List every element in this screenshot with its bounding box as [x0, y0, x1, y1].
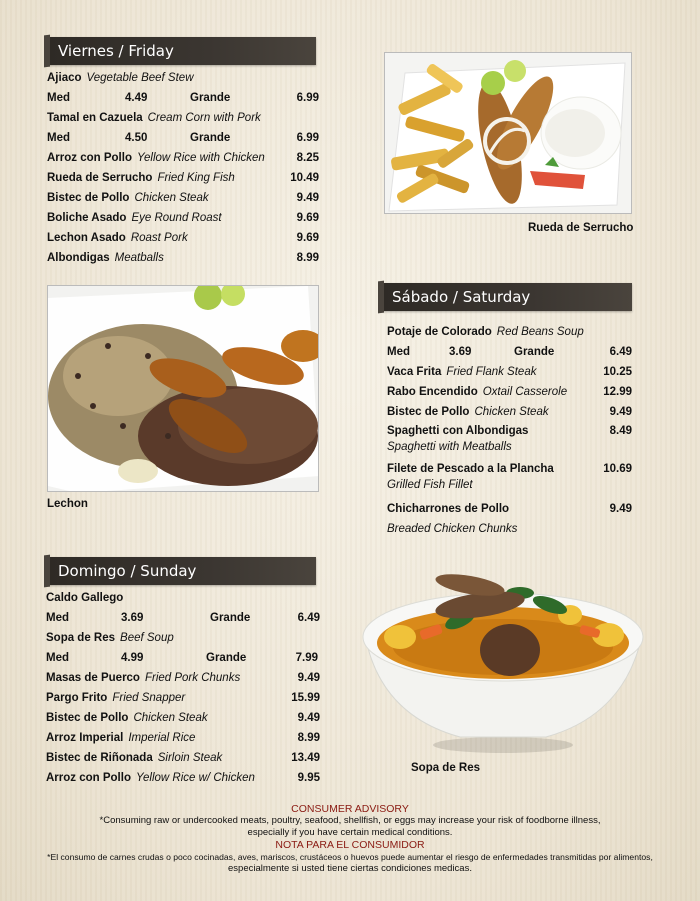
- menu-item: Boliche Asado Eye Round Roast 9.69: [47, 212, 319, 224]
- friday-title: Viernes / Friday: [58, 42, 174, 60]
- advisory-title-es: NOTA PARA EL CONSUMIDOR: [275, 839, 425, 851]
- menu-item: Bistec de Pollo Chicken Steak 9.49: [387, 406, 632, 418]
- menu-item: Arroz con Pollo Yellow Rice with Chicken 8.25: [47, 152, 319, 164]
- fish-photo: [384, 52, 632, 214]
- size-price-row: Med 4.49 Grande 6.99: [47, 92, 319, 104]
- menu-item: Rabo Encendido Oxtail Casserole 12.99: [387, 386, 632, 398]
- menu-item: Lechon Asado Roast Pork 9.69: [47, 232, 319, 244]
- advisory-text-es-1: *El consumo de carnes crudas o poco cocinadas, aves, mariscos, crustáceos o huevos puede aumentar el riesgo de enfermedades transmitidas por alimentos,: [47, 852, 653, 862]
- friday-menu: [47, 68, 319, 268]
- menu-item: Arroz con Pollo Yellow Rice w/ Chicken 9.95: [46, 772, 320, 784]
- menu-item-subtitle: Breaded Chicken Chunks: [387, 523, 518, 535]
- menu-item: Sopa de Res Beef Soup: [46, 632, 174, 644]
- soup-bowl-image: [360, 565, 645, 755]
- sunday-banner: [48, 557, 316, 585]
- sunday-menu: [46, 588, 320, 788]
- menu-item-subtitle: Grilled Fish Fillet: [387, 479, 473, 491]
- size-price-row: Med 3.69 Grande 6.49: [387, 346, 632, 358]
- consumer-advisory: [0, 803, 700, 875]
- pork-photo: [47, 285, 319, 492]
- menu-item: Tamal en Cazuela Cream Corn with Pork: [47, 112, 261, 124]
- menu-item: Chicharrones de Pollo 9.49: [387, 503, 632, 515]
- pork-caption: Lechon: [47, 498, 88, 510]
- saturday-title: Sábado / Saturday: [392, 288, 531, 306]
- saturday-menu: [387, 322, 632, 538]
- size-price-row: Med 4.50 Grande 6.99: [47, 132, 319, 144]
- menu-item-subtitle: Spaghetti with Meatballs: [387, 441, 512, 453]
- advisory-title-en: CONSUMER ADVISORY: [291, 803, 409, 815]
- menu-item: Albondigas Meatballs 8.99: [47, 252, 319, 264]
- menu-item: Caldo Gallego: [46, 592, 124, 604]
- menu-item: Vaca Frita Fried Flank Steak 10.25: [387, 366, 632, 378]
- fish-plate-image: [385, 53, 632, 214]
- advisory-text-es-2: especialmente si usted tiene ciertas condiciones medicas.: [228, 863, 472, 874]
- menu-item: Rueda de Serrucho Fried King Fish 10.49: [47, 172, 319, 184]
- menu-item: Ajiaco Vegetable Beef Stew: [47, 72, 194, 84]
- soup-photo: [360, 565, 645, 755]
- menu-item: Masas de Puerco Fried Pork Chunks 9.49: [46, 672, 320, 684]
- menu-item: Bistec de Pollo Chicken Steak 9.49: [46, 712, 320, 724]
- menu-item: Pargo Frito Fried Snapper 15.99: [46, 692, 320, 704]
- saturday-banner: [382, 283, 632, 311]
- soup-caption: Sopa de Res: [411, 762, 481, 774]
- pork-plate-image: [48, 286, 319, 492]
- size-price-row: Med 3.69 Grande 6.49: [46, 612, 320, 624]
- menu-item: Bistec de Pollo Chicken Steak 9.49: [47, 192, 319, 204]
- menu-item: Arroz Imperial Imperial Rice 8.99: [46, 732, 320, 744]
- advisory-text-en-2: especially if you have certain medical conditions.: [247, 827, 453, 838]
- menu-item: Bistec de Riñonada Sirloin Steak 13.49: [46, 752, 320, 764]
- fish-caption: Rueda de Serrucho: [528, 222, 634, 234]
- advisory-text-en-1: *Consuming raw or undercooked meats, poultry, seafood, shellfish, or eggs may increase your risk of foodborne illness,: [99, 815, 601, 826]
- menu-item: Filete de Pescado a la Plancha 10.69: [387, 463, 632, 475]
- sunday-title: Domingo / Sunday: [58, 562, 197, 580]
- size-price-row: Med 4.99 Grande 7.99: [46, 652, 318, 664]
- menu-item: Spaghetti con Albondigas 8.49: [387, 425, 632, 437]
- menu-item: Potaje de Colorado Red Beans Soup: [387, 326, 584, 338]
- friday-banner: [48, 37, 316, 65]
